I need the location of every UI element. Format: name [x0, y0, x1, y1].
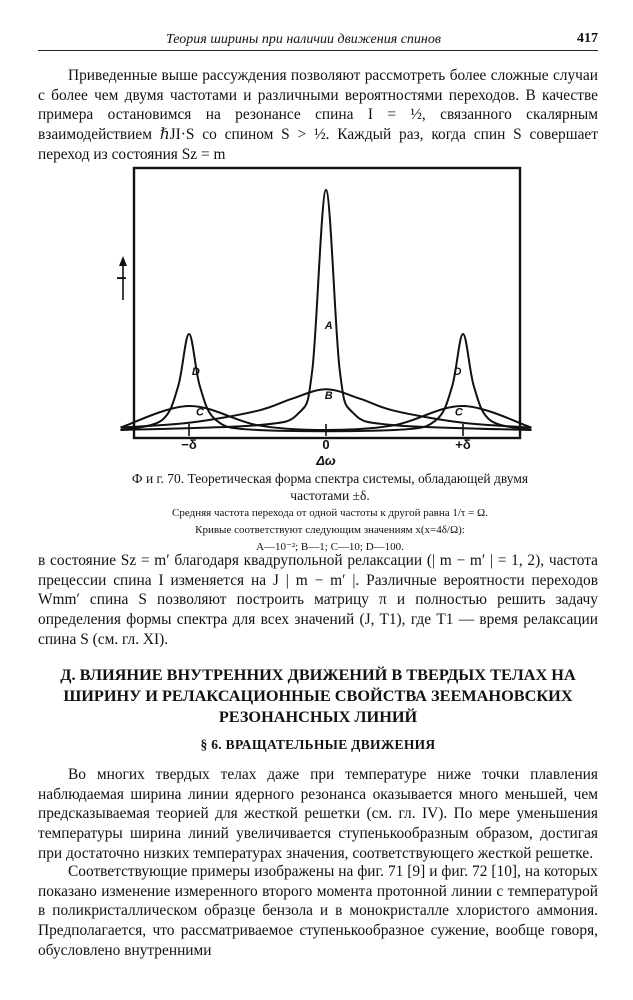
x-tick-label: +δ	[455, 437, 471, 452]
header-title: Теория ширины при наличии движения спинов	[166, 32, 441, 47]
caption-note-2: Кривые соответствуют следующим значениям x(x=4δ/Ω):	[195, 524, 465, 536]
curve-label-b: B	[324, 389, 333, 402]
curve-label-d: D	[191, 365, 200, 378]
page-number: 417	[577, 31, 598, 46]
spectrum-chart	[114, 160, 544, 470]
subsection-title: § 6. ВРАЩАТЕЛЬНЫЕ ДВИЖЕНИЯ	[200, 737, 436, 752]
paragraph-intro: Приведенные выше рассуждения позволяют рассмотреть более сложные случаи с более чем двумя частотами и различными вероятностями переходов. В качестве примера остановимся на резонансе спина I = ½, связанного скалярным взаимодействием ℏJI·S со спином S > ½. Каждый раз, когда спин S совершает переход из состояния Sz = m	[38, 67, 598, 163]
caption-note-1: Средняя частота перехода от одной частоты к другой равна 1/τ = Ω.	[172, 507, 488, 519]
curve-label-a: A	[324, 320, 333, 333]
x-tick-label: −δ	[181, 437, 197, 452]
paragraph-examples: Соответствующие примеры изображены на фиг. 71 [9] и фиг. 72 [10], на которых показано изменение измеренного второго момента протонной линии с температурой в поликристаллическом образце бензола и в монокристалле хлористого аммония. Предполагается, что рассматриваемое ступенькообразное сужение, вообще говоря, обусловлено внутренними	[38, 863, 598, 959]
curve-label-c: C	[196, 406, 204, 419]
paragraph-relaxation: в состояние Sz = m′ благодаря квадрупольной релаксации (| m − m′ | = 1, 2), частота прецессии спина I изменяется на J | m − m′ |. Различные вероятности переходов Wmm′ спина S позволяют построить матрицу π и полностью решить задачу определения формы спектра для всех значений (J, T1), где T1 — время релаксации спина S (см. гл. XI).	[38, 552, 598, 648]
figure-caption	[120, 470, 540, 555]
y-axis-label: I	[114, 276, 129, 280]
section-title: Д. ВЛИЯНИЕ ВНУТРЕННИХ ДВИЖЕНИЙ В ТВЕРДЫХ ТЕЛАХ НА ШИРИНУ И РЕЛАКСАЦИОННЫЕ СВОЙСТВА ЗЕЕМАНОВСКИХ РЕЗОНАНСНЫХ ЛИНИЙ	[60, 665, 576, 726]
x-axis-label: Δω	[316, 453, 336, 468]
x-tick-label: 0	[322, 437, 330, 452]
caption-main: Ф и г. 70. Теоретическая форма спектра системы, обладающей двумя частотами ±δ.	[131, 471, 529, 503]
running-header	[38, 28, 598, 51]
caption-note-3: A—10⁻²; B—1; C—10; D—100.	[256, 541, 404, 553]
curve-d	[121, 334, 532, 431]
curve-label-c: C	[454, 406, 463, 419]
figure-70	[114, 160, 544, 470]
paragraph-solids: Во многих твердых телах даже при температуре ниже точки плавления наблюдаемая ширина линии ядерного резонанса оказывается много меньшей, чем предсказываемая теорией для жесткой решетки (см. гл. IV). По мере уменьшения температуры ширина линий увеличивается ступенькообразным образом, достигая при достаточно низких температурах значения, соответствующего жесткой решетке.	[38, 766, 598, 862]
curve-label-d: D	[453, 365, 462, 378]
curves-group	[121, 190, 532, 431]
